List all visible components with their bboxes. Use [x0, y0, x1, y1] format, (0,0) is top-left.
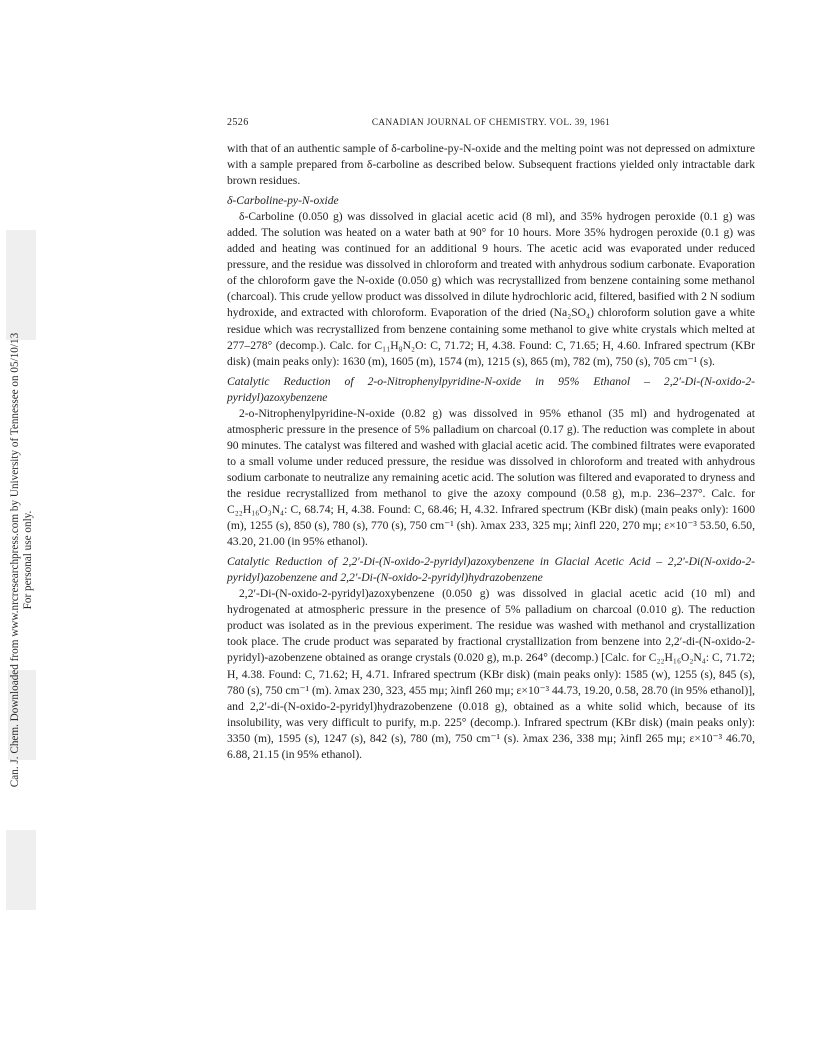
intro-paragraph: with that of an authentic sample of δ-carboline-py-N-oxide and the melting point was not depressed on admixture with a sample prepared from δ-carboline as described below. Subsequent fractions yielded only intractable dark brown residues.	[227, 142, 755, 188]
scan-smudge	[6, 830, 36, 910]
page-number: 2526	[227, 117, 249, 128]
personal-use-line: For personal use only.	[22, 510, 34, 610]
running-head	[227, 117, 755, 135]
section-body: 2,2′-Di-(N-oxido-2-pyridyl)azoxybenzene (0.050 g) was dissolved in glacial acetic acid (10 ml) and hydrogenated at atmospheric pressure in the presence of 5% palladium on charcoal (0.010 g). The reduction product was isolated as in the previous experiment. The residue was washed with methanol and crystallization took place. The crude product was separated by fractional crystallization from benzene into 2,2′-di-(N-oxido-2-pyridyl)-azobenzene obtained as orange crystals (0.020 g), m.p. 264° (decomp.) [Calc. for C₂₂H₁₆O₂N₄: C, 71.72; H, 4.38. Found: C, 71.62; H, 4.71. Infrared spectrum (KBr disk) (main peaks only): 1585 (w), 1255 (s), 845 (s), 780 (s), 750 cm⁻¹ (m). λmax 230, 323, 455 mμ; λinfl 260 mμ; ε×10⁻³ 44.73, 19.20, 0.58, 28.70 (in 95% ethanol)], and 2,2′-di-(N-oxido-2-pyridyl)hydrazobenzene (0.018 g), obtained as a white solid which, because of its insolubility, was very difficult to purify, m.p. 225° (decomp.). Infrared spectrum (KBr disk) (main peaks only): 3350 (m), 1595 (s), 1247 (s), 842 (s), 780 (m), 750 cm⁻¹ (s). λmax 236, 338 mμ; λinfl 265 mμ; ε×10⁻³ 46.70, 6.88, 21.15 (in 95% ethanol).	[227, 587, 755, 761]
journal-title: CANADIAN JOURNAL OF CHEMISTRY. VOL. 39, 1961	[371, 117, 611, 127]
section-azo-hydrazo	[227, 554, 755, 763]
section-heading: Catalytic Reduction of 2-o-Nitrophenylpyridine-N-oxide in 95% Ethanol – 2,2′-Di-(N-oxido-2-pyridyl)azoxybenzene	[227, 374, 755, 404]
journal-page	[227, 117, 755, 763]
download-notice	[9, 333, 35, 787]
section-body: 2-o-Nitrophenylpyridine-N-oxide (0.82 g) was dissolved in 95% ethanol (35 ml) and hydrogenated at atmospheric pressure in the presence of 5% palladium on charcoal (0.17 g). The reduction was complete in about 90 minutes. The catalyst was filtered and washed with glacial acetic acid. The combined filtrates were evaporated to a small volume under reduced pressure, the residue was dissolved in chloroform and treated with anhydrous sodium carbonate to neutralize any remaining acetic acid. The solution was filtered and evaporated to dryness and the residue recrystallized from methanol to give the azoxy compound (0.58 g), m.p. 236–237°. Calc. for C₂₂H₁₆O₃N₄: C, 68.74; H, 4.38. Found: C, 68.46; H, 4.32. Infrared spectrum (KBr disk) (main peaks only): 1600 (m), 1255 (s), 850 (s), 780 (s), 770 (s), 750 cm⁻¹ (sh). λmax 233, 325 mμ; λinfl 220, 270 mμ; ε×10⁻³ 53.50, 6.50, 43.20, 21.00 (in 95% ethanol).	[227, 406, 755, 549]
download-line: Can. J. Chem. Downloaded from www.nrcresearchpress.com by University of Tennessee on 05/10/13	[9, 332, 21, 788]
section-body: δ-Carboline (0.050 g) was dissolved in glacial acetic acid (8 ml), and 35% hydrogen peroxide (0.1 g) was added. The solution was heated on a water bath at 90° for 10 hours. More 35% hydrogen peroxide (0.1 g) was added and heating was continued for an additional 9 hours. The acetic acid was evaporated under reduced pressure, and the residue was dissolved in chloroform and treated with anhydrous sodium carbonate. Evaporation of the chloroform gave the N-oxide (0.050 g) which was recrystallized from benzene containing some methanol (charcoal). This crude yellow product was dissolved in dilute hydrochloric acid, filtered, basified with 2 N sodium hydroxide, and extracted with chloroform. Evaporation of the dried (Na₂SO₄) chloroform solution gave a white residue which was recrystallized from benzene containing some methanol to give white crystals which melted at 277–278° (decomp.). Calc. for C₁₁H₈N₂O: C, 71.72; H, 4.38. Found: C, 71.65; H, 4.60. Infrared spectrum (KBr disk) (main peaks only): 1630 (m), 1605 (m), 1574 (m), 1215 (s), 865 (m), 782 (m), 750 (s), 705 cm⁻¹ (s).	[227, 210, 755, 368]
section-heading: δ-Carboline-py-N-oxide	[227, 194, 339, 208]
download-watermark	[2, 200, 40, 920]
section-heading: Catalytic Reduction of 2,2′-Di-(N-oxido-2-pyridyl)azoxybenzene in Glacial Acetic Acid – 2,2′-Di(N-oxido-2-pyridyl)azobenzene and 2,2′-Di-(N-oxido-2-pyridyl)hydrazobenzene	[227, 555, 755, 585]
section-azoxybenzene	[227, 374, 755, 551]
section-carboline-oxide	[227, 193, 755, 370]
scan-smudge	[6, 230, 36, 340]
